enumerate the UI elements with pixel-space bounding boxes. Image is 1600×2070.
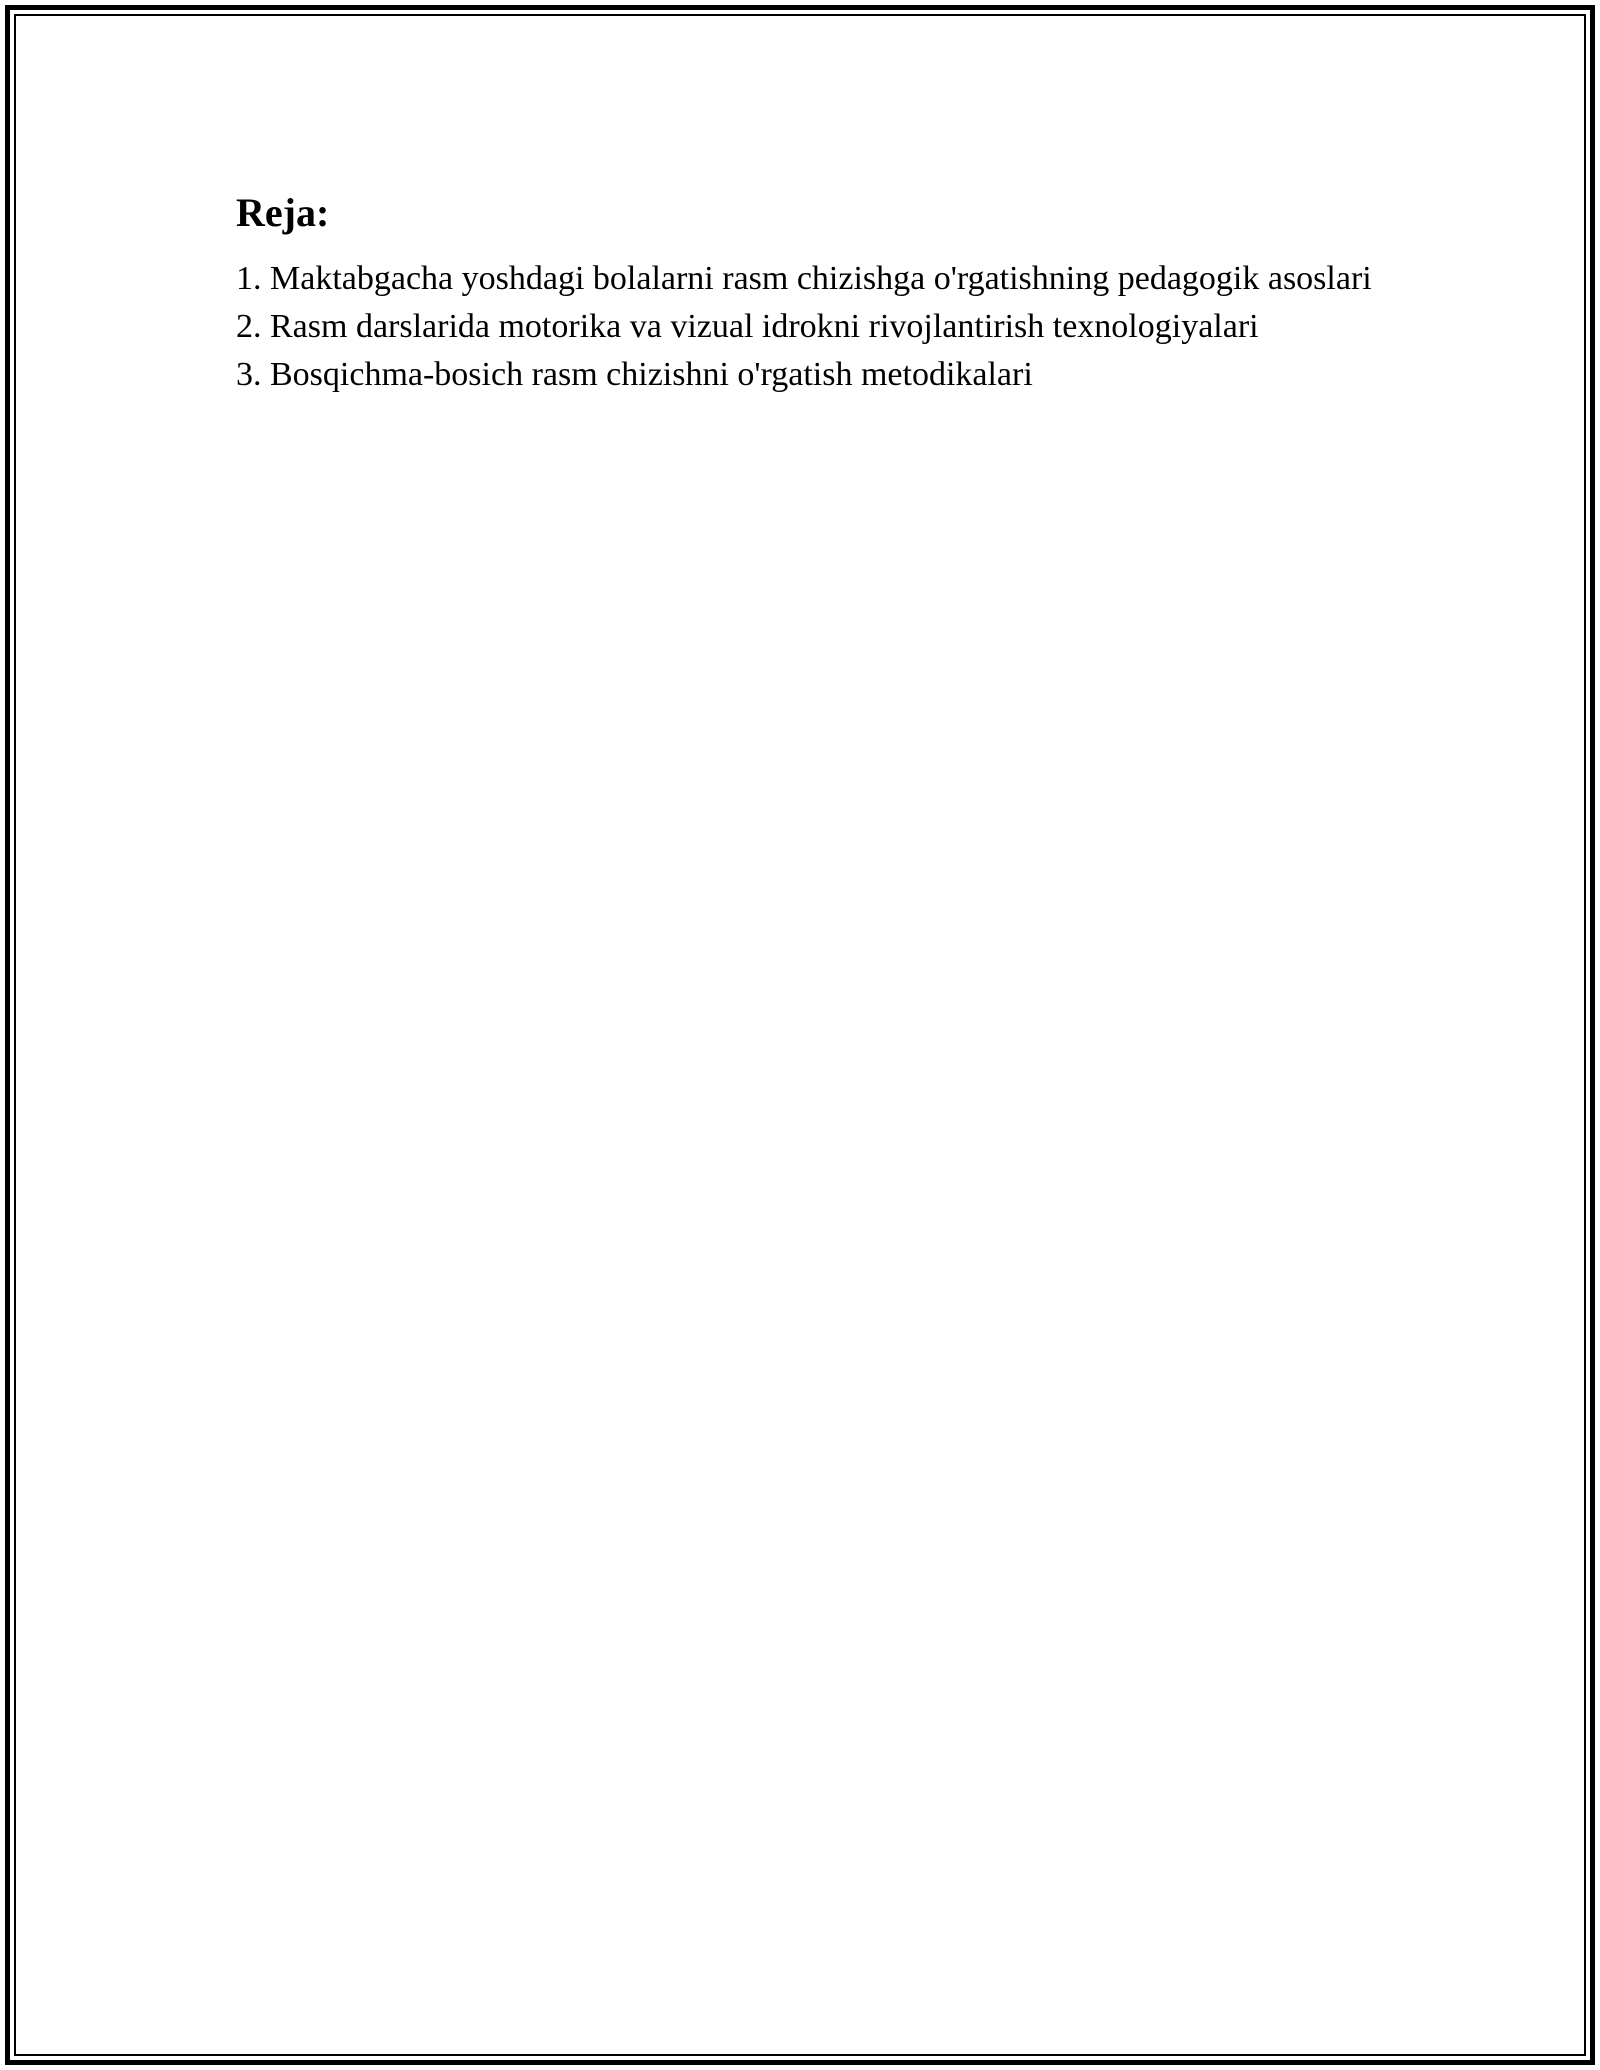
plan-item-1: 1. Maktabgacha yoshdagi bolalarni rasm chizishga o'rgatishning pedagogik asoslari — [236, 260, 1372, 297]
plan-item-2: 2. Rasm darslarida motorika va vizual idrokni rivojlantirish texnologiyalari — [236, 308, 1259, 345]
plan-item-3: 3. Bosqichma-bosich rasm chizishni o'rgatish metodikalari — [236, 356, 1033, 393]
plan-list — [236, 255, 1376, 399]
plan-title: Reja: — [236, 190, 330, 235]
plan-section — [236, 185, 1376, 399]
